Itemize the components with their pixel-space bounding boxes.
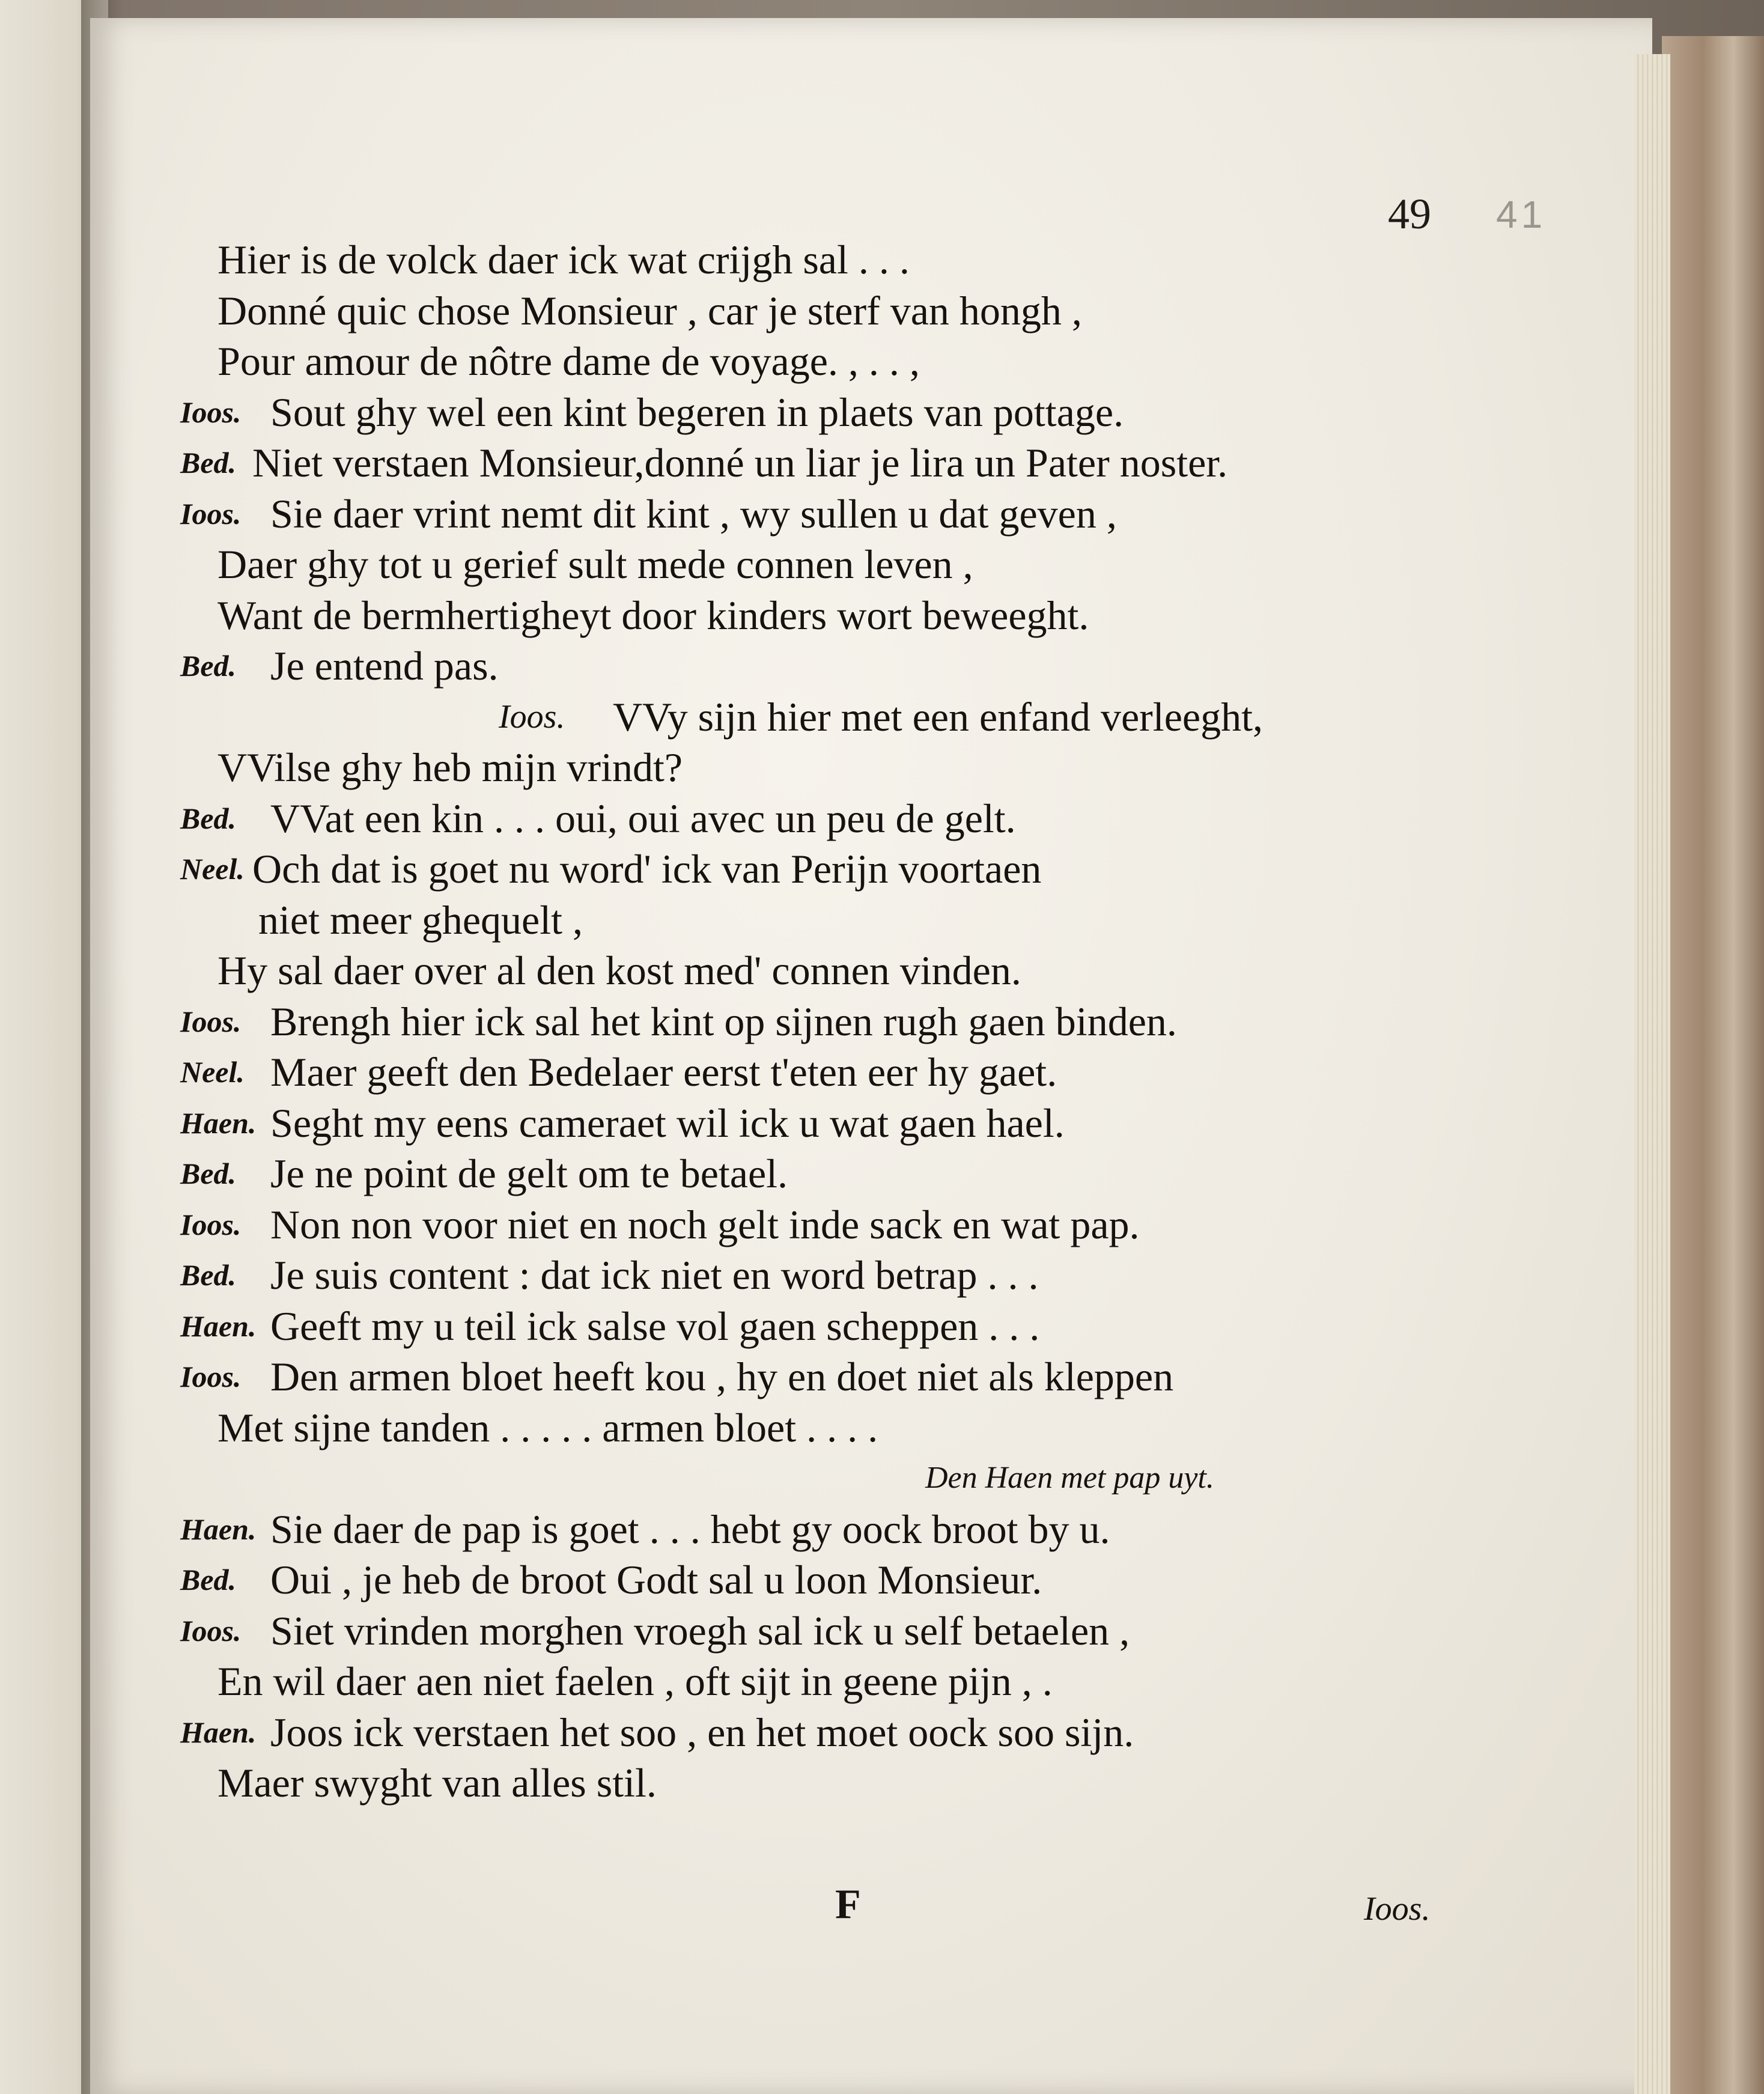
speaker-label: Ioos. [180, 1004, 242, 1038]
speaker-label: Haen. [180, 1715, 257, 1749]
speaker-label: Neel. [180, 1055, 245, 1089]
speech-text: Maer geeft den Bedelaer eerst t'eten eer hy gaet. [270, 1049, 1057, 1095]
text-line [180, 1554, 1466, 1606]
speaker-label: Ioos. [180, 395, 242, 429]
speech-text: Hier is de volck daer ick wat crijgh sal . . . [217, 237, 910, 282]
text-line [180, 1199, 1466, 1250]
text-line [180, 1707, 1466, 1758]
speech-text: Seght my eens cameraet wil ick u wat gaen hael. [270, 1100, 1065, 1146]
text-line [180, 387, 1466, 438]
speech-text: Maer swyght van alles stil. [217, 1760, 657, 1806]
speech-text: VVilse ghy heb mijn vrindt? [217, 744, 683, 790]
speech-text: VVy sijn hier met een enfand verleeght, [613, 693, 1263, 740]
speech-text: Siet vrinden morghen vroegh sal ick u self betaelen , [270, 1607, 1130, 1654]
book-page [90, 18, 1652, 2094]
page-number: 49 [1388, 190, 1431, 238]
speaker-label: Ioos. [180, 496, 242, 531]
text-line [180, 996, 1466, 1047]
speech-text: Daer ghy tot u gerief sult mede connen leven , [217, 541, 973, 587]
text-line [180, 895, 1466, 946]
text-line [180, 437, 1466, 488]
text-line [180, 1351, 1466, 1402]
speech-text: Je ne point de gelt om te betael. [270, 1151, 788, 1196]
play-text [180, 234, 1466, 1809]
speech-text: Want de bermhertigheyt door kinders wort beweeght. [217, 592, 1089, 638]
speech-text: Och dat is goet nu word' ick van Perijn voortaen [252, 846, 1042, 892]
speech-text: Je entend pas. [270, 643, 499, 689]
text-line [180, 1453, 1466, 1504]
text-line [180, 336, 1466, 387]
stage-direction: Den Haen met pap uyt. [925, 1461, 1214, 1495]
text-line [180, 590, 1466, 641]
speech-text: Den armen bloet heeft kou , hy en doet niet als kleppen [270, 1354, 1174, 1399]
text-line [180, 692, 1466, 743]
text-line [180, 1758, 1466, 1809]
speech-text: Brengh hier ick sal het kint op sijnen rugh gaen binden. [270, 998, 1177, 1044]
speaker-label: Ioos. [499, 698, 565, 735]
speaker-label: Bed. [180, 649, 237, 683]
speech-text: VVat een kin . . . oui, oui avec un peu de gelt. [270, 795, 1016, 841]
speech-text: Niet verstaen Monsieur,donné un liar je lira un Pater noster. [252, 440, 1228, 485]
text-line [180, 1301, 1466, 1352]
speech-text: Je suis content : dat ick niet en word betrap . . . [270, 1252, 1039, 1298]
speech-text: Hy sal daer over al den kost med' connen vinden. [217, 948, 1021, 993]
text-line [180, 641, 1466, 692]
speech-text: Sout ghy wel een kint begeren in plaets van pottage. [270, 389, 1124, 435]
text-line [180, 1656, 1466, 1707]
text-line [180, 539, 1466, 590]
speech-text: Met sijne tanden . . . . . armen bloet . . . . [217, 1404, 878, 1450]
text-line [180, 945, 1466, 996]
speaker-label: Bed. [180, 446, 237, 479]
text-line [180, 1504, 1466, 1555]
speaker-label: Bed. [180, 801, 237, 835]
speech-text: Donné quic chose Monsieur , car je sterf van hongh , [217, 287, 1082, 333]
speech-text: Pour amour de nôtre dame de voyage. , . . , [217, 338, 920, 384]
text-line [180, 1250, 1466, 1301]
speaker-label: Neel. [180, 852, 245, 886]
speech-text: Sie daer vrint nemt dit kint , wy sullen u dat geven , [270, 490, 1117, 537]
speaker-label: Haen. [180, 1512, 257, 1546]
catchword: Ioos. [1364, 1890, 1431, 1928]
speech-text: Joos ick verstaen het soo , en het moet oock soo sijn. [270, 1709, 1134, 1755]
text-line [180, 1402, 1466, 1453]
text-line [180, 1047, 1466, 1098]
text-line [180, 844, 1466, 895]
speech-text: niet meer ghequelt , [258, 896, 583, 943]
speech-text: Sie daer de pap is goet . . . hebt gy oock broot by u. [270, 1506, 1110, 1552]
speaker-label: Bed. [180, 1258, 237, 1292]
speech-text: Geeft my u teil ick salse vol gaen scheppen . . . [270, 1303, 1040, 1349]
text-line [180, 234, 1466, 285]
speaker-label: Haen. [180, 1309, 257, 1343]
text-line [180, 285, 1466, 336]
pencil-folio-note: 41 [1496, 193, 1547, 236]
speech-text: Non non voor niet en noch gelt inde sack en wat pap. [270, 1201, 1140, 1247]
speech-text: En wil daer aen niet faelen , oft sijt in geene pijn , . [217, 1658, 1053, 1704]
text-line [180, 1098, 1466, 1149]
text-line [180, 1148, 1466, 1199]
speaker-label: Ioos. [180, 1613, 242, 1648]
signature-mark: F [835, 1881, 861, 1928]
text-line [180, 1606, 1466, 1657]
speaker-label: Bed. [180, 1563, 237, 1596]
speaker-label: Ioos. [180, 1360, 242, 1393]
speaker-label: Ioos. [180, 1207, 242, 1241]
text-line [180, 488, 1466, 540]
speech-text: Oui , je heb de broot Godt sal u loon Monsieur. [270, 1557, 1042, 1602]
text-line [180, 742, 1466, 793]
speaker-label: Bed. [180, 1157, 237, 1190]
text-line [180, 793, 1466, 844]
page-stack-edges [1634, 54, 1670, 2094]
speaker-label: Haen. [180, 1106, 257, 1140]
